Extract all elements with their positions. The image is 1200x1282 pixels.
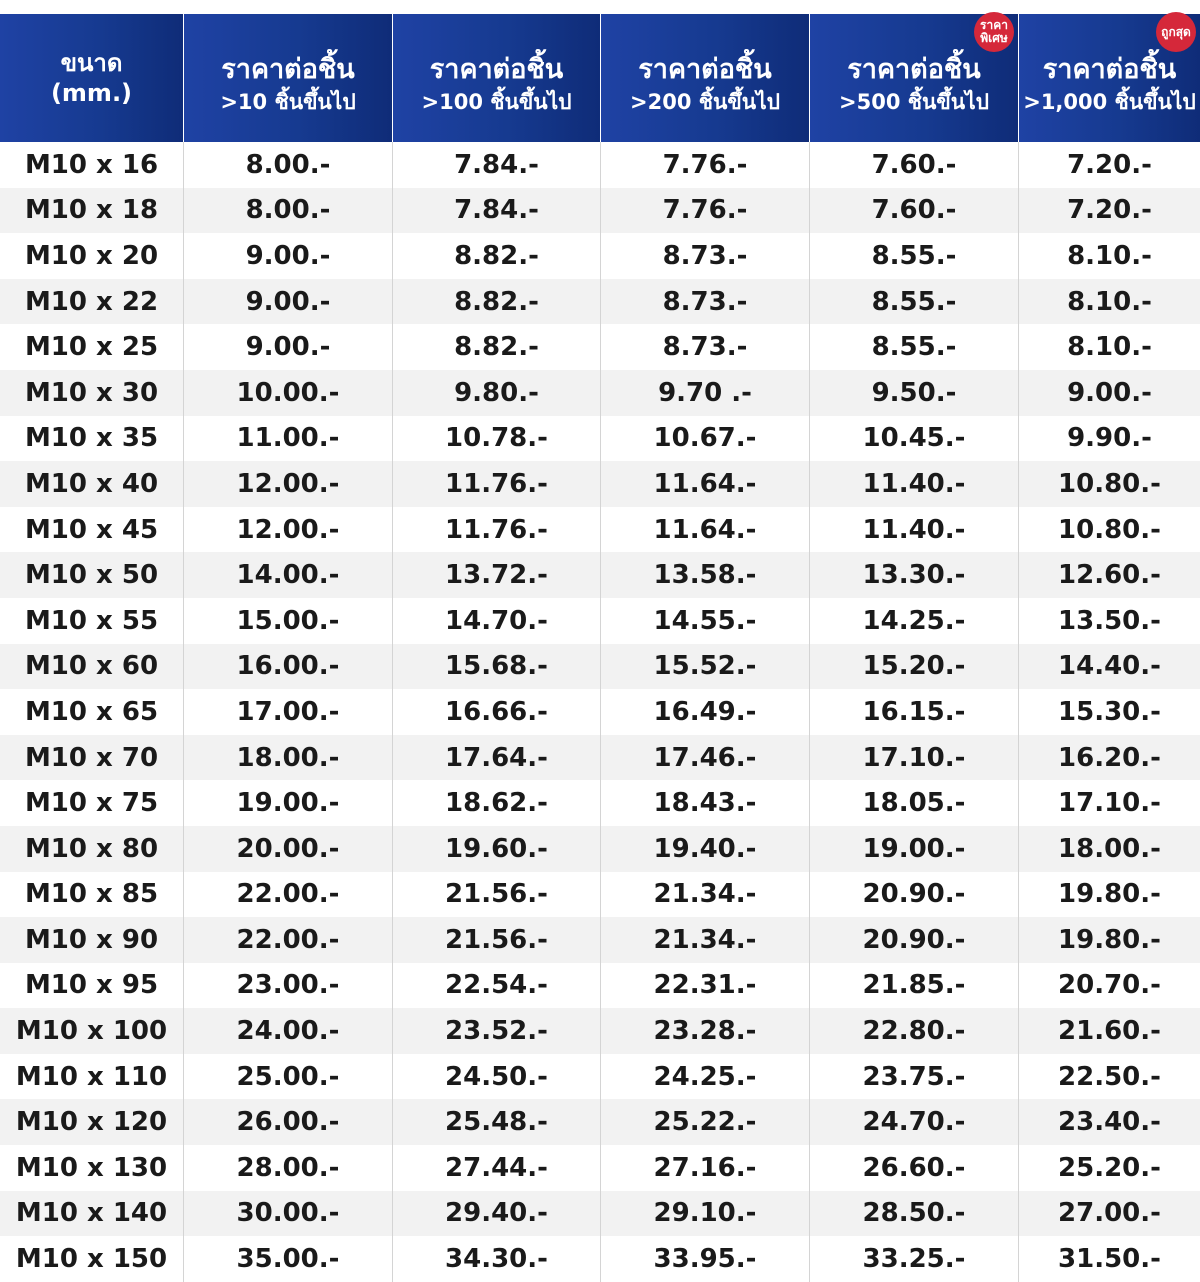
size-cell: M10 x 55 bbox=[0, 598, 184, 644]
price-10-cell: 28.00.- bbox=[184, 1145, 393, 1191]
price-200-cell: 24.25.- bbox=[601, 1054, 810, 1100]
price-200-cell: 25.22.- bbox=[601, 1099, 810, 1145]
table-row bbox=[0, 370, 1200, 416]
price-100-cell: 29.40.- bbox=[393, 1191, 601, 1237]
table-row bbox=[0, 1236, 1200, 1282]
table-row bbox=[0, 826, 1200, 872]
table-body bbox=[0, 142, 1200, 1282]
price-1000-cell: 31.50.- bbox=[1058, 1244, 1161, 1275]
header-title: ราคาต่อชิ้น bbox=[847, 54, 981, 85]
size-cell: M10 x 25 bbox=[0, 324, 184, 370]
price-200-cell: 18.43.- bbox=[601, 780, 810, 826]
price-10-cell: 15.00.- bbox=[184, 598, 393, 644]
table-row bbox=[0, 689, 1200, 735]
price-100-cell: 21.56.- bbox=[393, 872, 601, 918]
price-10-cell: 12.00.- bbox=[184, 507, 393, 553]
price-200-cell: 21.34.- bbox=[601, 872, 810, 918]
price-1000-cell: 12.60.- bbox=[1058, 560, 1161, 591]
price-1000-cell: 21.60.- bbox=[1058, 1016, 1161, 1047]
price-10-cell: 8.00.- bbox=[184, 142, 393, 188]
price-500-cell: 8.55.- bbox=[810, 233, 1019, 279]
size-cell: M10 x 80 bbox=[0, 826, 184, 872]
size-cell: M10 x 45 bbox=[0, 507, 184, 553]
price-1000-cell: 22.50.- bbox=[1058, 1061, 1161, 1092]
price-500-cell: 33.25.- bbox=[810, 1236, 1019, 1282]
price-500-cell: 26.60.- bbox=[810, 1145, 1019, 1191]
price-1000-cell: 27.00.- bbox=[1058, 1198, 1161, 1229]
price-200-cell: 7.76.- bbox=[601, 188, 810, 234]
price-500-cell: 21.85.- bbox=[810, 963, 1019, 1009]
price-200-cell: 21.34.- bbox=[601, 917, 810, 963]
badge-line: ราคา bbox=[980, 18, 1008, 32]
price-200-cell: 22.31.- bbox=[601, 963, 810, 1009]
price-1000-cell: 8.10.- bbox=[1067, 332, 1152, 363]
price-10-cell: 22.00.- bbox=[184, 917, 393, 963]
price-500-cell: 11.40.- bbox=[810, 507, 1019, 553]
price-10-cell: 11.00.- bbox=[184, 416, 393, 462]
price-10-cell: 35.00.- bbox=[184, 1236, 393, 1282]
price-500-cell: 18.05.- bbox=[810, 780, 1019, 826]
price-200-cell: 17.46.- bbox=[601, 735, 810, 781]
size-cell: M10 x 18 bbox=[0, 188, 184, 234]
price-10-cell: 25.00.- bbox=[184, 1054, 393, 1100]
price-1000-cell: 15.30.- bbox=[1058, 696, 1161, 727]
price-10-cell: 8.00.- bbox=[184, 188, 393, 234]
price-100-cell: 17.64.- bbox=[393, 735, 601, 781]
header-price-1000 bbox=[1019, 14, 1200, 142]
price-100-cell: 11.76.- bbox=[393, 461, 601, 507]
price-200-cell: 29.10.- bbox=[601, 1191, 810, 1237]
size-cell: M10 x 120 bbox=[0, 1099, 184, 1145]
price-200-cell: 10.67.- bbox=[601, 416, 810, 462]
price-100-cell: 24.50.- bbox=[393, 1054, 601, 1100]
price-100-cell: 19.60.- bbox=[393, 826, 601, 872]
size-cell: M10 x 30 bbox=[0, 370, 184, 416]
price-500-cell: 9.50.- bbox=[810, 370, 1019, 416]
table-row bbox=[0, 461, 1200, 507]
price-1000-cell: 9.00.- bbox=[1067, 377, 1152, 408]
size-cell: M10 x 65 bbox=[0, 689, 184, 735]
price-100-cell: 8.82.- bbox=[393, 324, 601, 370]
price-100-cell: 8.82.- bbox=[393, 279, 601, 325]
size-cell: M10 x 110 bbox=[0, 1054, 184, 1100]
price-500-cell: 14.25.- bbox=[810, 598, 1019, 644]
table-row bbox=[0, 324, 1200, 370]
price-100-cell: 22.54.- bbox=[393, 963, 601, 1009]
price-500-cell: 20.90.- bbox=[810, 917, 1019, 963]
price-200-cell: 8.73.- bbox=[601, 233, 810, 279]
size-cell: M10 x 16 bbox=[0, 142, 184, 188]
price-10-cell: 12.00.- bbox=[184, 461, 393, 507]
table-row bbox=[0, 552, 1200, 598]
price-500-cell: 7.60.- bbox=[810, 142, 1019, 188]
badge-line: พิเศษ bbox=[980, 31, 1008, 45]
price-10-cell: 9.00.- bbox=[184, 279, 393, 325]
price-500-cell: 19.00.- bbox=[810, 826, 1019, 872]
price-10-cell: 23.00.- bbox=[184, 963, 393, 1009]
price-500-cell: 11.40.- bbox=[810, 461, 1019, 507]
price-1000-cell: 7.20.- bbox=[1067, 149, 1152, 180]
price-500-cell: 23.75.- bbox=[810, 1054, 1019, 1100]
price-200-cell: 9.70 .- bbox=[601, 370, 810, 416]
price-100-cell: 15.68.- bbox=[393, 644, 601, 690]
table-row bbox=[0, 142, 1200, 188]
price-100-cell: 23.52.- bbox=[393, 1008, 601, 1054]
cheapest-badge bbox=[1156, 12, 1196, 52]
price-10-cell: 9.00.- bbox=[184, 233, 393, 279]
size-cell: M10 x 50 bbox=[0, 552, 184, 598]
price-100-cell: 10.78.- bbox=[393, 416, 601, 462]
price-500-cell: 13.30.- bbox=[810, 552, 1019, 598]
table-header bbox=[0, 14, 1200, 142]
price-10-cell: 24.00.- bbox=[184, 1008, 393, 1054]
table-row bbox=[0, 233, 1200, 279]
table-row bbox=[0, 279, 1200, 325]
table-row bbox=[0, 1191, 1200, 1237]
table-row bbox=[0, 507, 1200, 553]
size-cell: M10 x 130 bbox=[0, 1145, 184, 1191]
header-price-200 bbox=[601, 14, 810, 142]
price-200-cell: 11.64.- bbox=[601, 461, 810, 507]
header-price-500 bbox=[810, 14, 1019, 142]
header-sub: >500 ชิ้นขึ้นไป bbox=[839, 90, 989, 114]
price-1000-cell: 16.20.- bbox=[1058, 742, 1161, 773]
price-500-cell: 8.55.- bbox=[810, 279, 1019, 325]
price-200-cell: 27.16.- bbox=[601, 1145, 810, 1191]
price-200-cell: 16.49.- bbox=[601, 689, 810, 735]
size-cell: M10 x 150 bbox=[0, 1236, 184, 1282]
price-500-cell: 20.90.- bbox=[810, 872, 1019, 918]
table-row bbox=[0, 963, 1200, 1009]
size-cell: M10 x 70 bbox=[0, 735, 184, 781]
table-row bbox=[0, 644, 1200, 690]
price-1000-cell: 7.20.- bbox=[1067, 195, 1152, 226]
price-500-cell: 17.10.- bbox=[810, 735, 1019, 781]
price-10-cell: 20.00.- bbox=[184, 826, 393, 872]
table-row bbox=[0, 735, 1200, 781]
table-row bbox=[0, 1099, 1200, 1145]
price-500-cell: 16.15.- bbox=[810, 689, 1019, 735]
price-100-cell: 11.76.- bbox=[393, 507, 601, 553]
price-100-cell: 34.30.- bbox=[393, 1236, 601, 1282]
price-500-cell: 24.70.- bbox=[810, 1099, 1019, 1145]
price-100-cell: 7.84.- bbox=[393, 188, 601, 234]
price-500-cell: 10.45.- bbox=[810, 416, 1019, 462]
price-1000-cell: 17.10.- bbox=[1058, 788, 1161, 819]
price-10-cell: 30.00.- bbox=[184, 1191, 393, 1237]
price-100-cell: 21.56.- bbox=[393, 917, 601, 963]
price-1000-cell: 19.80.- bbox=[1058, 879, 1161, 910]
price-100-cell: 27.44.- bbox=[393, 1145, 601, 1191]
price-10-cell: 22.00.- bbox=[184, 872, 393, 918]
badge-line: ถูกสุด bbox=[1161, 24, 1191, 39]
table-row bbox=[0, 1054, 1200, 1100]
size-cell: M10 x 85 bbox=[0, 872, 184, 918]
header-title: ราคาต่อชิ้น bbox=[221, 54, 355, 85]
price-10-cell: 18.00.- bbox=[184, 735, 393, 781]
header-sub: >10 ชิ้นขึ้นไป bbox=[220, 90, 356, 114]
table-row bbox=[0, 1145, 1200, 1191]
header-sub: >1,000 ชิ้นขึ้นไป bbox=[1023, 90, 1196, 114]
price-500-cell: 28.50.- bbox=[810, 1191, 1019, 1237]
price-10-cell: 9.00.- bbox=[184, 324, 393, 370]
price-100-cell: 9.80.- bbox=[393, 370, 601, 416]
price-200-cell: 14.55.- bbox=[601, 598, 810, 644]
price-10-cell: 16.00.- bbox=[184, 644, 393, 690]
header-price-10 bbox=[184, 14, 393, 142]
price-10-cell: 14.00.- bbox=[184, 552, 393, 598]
price-200-cell: 23.28.- bbox=[601, 1008, 810, 1054]
table-row bbox=[0, 598, 1200, 644]
header-title: ราคาต่อชิ้น bbox=[638, 54, 772, 85]
header-price-100 bbox=[393, 14, 601, 142]
price-200-cell: 11.64.- bbox=[601, 507, 810, 553]
price-100-cell: 8.82.- bbox=[393, 233, 601, 279]
price-100-cell: 16.66.- bbox=[393, 689, 601, 735]
header-size-title: ขนาด bbox=[60, 49, 123, 77]
table-row bbox=[0, 917, 1200, 963]
header-sub: >200 ชิ้นขึ้นไป bbox=[630, 90, 780, 114]
price-500-cell: 7.60.- bbox=[810, 188, 1019, 234]
price-1000-cell: 9.90.- bbox=[1067, 423, 1152, 454]
price-1000-cell: 20.70.- bbox=[1058, 970, 1161, 1001]
size-cell: M10 x 35 bbox=[0, 416, 184, 462]
price-200-cell: 15.52.- bbox=[601, 644, 810, 690]
size-cell: M10 x 22 bbox=[0, 279, 184, 325]
price-500-cell: 22.80.- bbox=[810, 1008, 1019, 1054]
header-sub: >100 ชิ้นขึ้นไป bbox=[421, 90, 572, 114]
price-10-cell: 17.00.- bbox=[184, 689, 393, 735]
table-row bbox=[0, 780, 1200, 826]
price-1000-cell: 8.10.- bbox=[1067, 286, 1152, 317]
price-1000-cell: 19.80.- bbox=[1058, 924, 1161, 955]
size-cell: M10 x 20 bbox=[0, 233, 184, 279]
price-1000-cell: 13.50.- bbox=[1058, 605, 1161, 636]
header-size-unit: (mm.) bbox=[50, 79, 133, 107]
price-100-cell: 7.84.- bbox=[393, 142, 601, 188]
price-100-cell: 25.48.- bbox=[393, 1099, 601, 1145]
price-500-cell: 15.20.- bbox=[810, 644, 1019, 690]
size-cell: M10 x 40 bbox=[0, 461, 184, 507]
price-1000-cell: 18.00.- bbox=[1058, 833, 1161, 864]
size-cell: M10 x 100 bbox=[0, 1008, 184, 1054]
table-row bbox=[0, 872, 1200, 918]
price-200-cell: 19.40.- bbox=[601, 826, 810, 872]
price-10-cell: 10.00.- bbox=[184, 370, 393, 416]
price-100-cell: 14.70.- bbox=[393, 598, 601, 644]
price-1000-cell: 10.80.- bbox=[1058, 468, 1161, 499]
price-1000-cell: 10.80.- bbox=[1058, 514, 1161, 545]
price-500-cell: 8.55.- bbox=[810, 324, 1019, 370]
price-200-cell: 33.95.- bbox=[601, 1236, 810, 1282]
size-cell: M10 x 60 bbox=[0, 644, 184, 690]
table-row bbox=[0, 416, 1200, 462]
price-100-cell: 18.62.- bbox=[393, 780, 601, 826]
price-1000-cell: 23.40.- bbox=[1058, 1107, 1161, 1138]
price-1000-cell: 8.10.- bbox=[1067, 240, 1152, 271]
price-200-cell: 8.73.- bbox=[601, 279, 810, 325]
header-title: ราคาต่อชิ้น bbox=[1042, 54, 1177, 85]
price-10-cell: 19.00.- bbox=[184, 780, 393, 826]
header-title: ราคาต่อชิ้น bbox=[429, 54, 564, 85]
size-cell: M10 x 95 bbox=[0, 963, 184, 1009]
size-cell: M10 x 75 bbox=[0, 780, 184, 826]
price-200-cell: 8.73.- bbox=[601, 324, 810, 370]
size-cell: M10 x 140 bbox=[0, 1191, 184, 1237]
header-size bbox=[0, 14, 184, 142]
size-cell: M10 x 90 bbox=[0, 917, 184, 963]
price-100-cell: 13.72.- bbox=[393, 552, 601, 598]
price-200-cell: 13.58.- bbox=[601, 552, 810, 598]
price-10-cell: 26.00.- bbox=[184, 1099, 393, 1145]
price-1000-cell: 14.40.- bbox=[1058, 651, 1161, 682]
table-row bbox=[0, 1008, 1200, 1054]
price-200-cell: 7.76.- bbox=[601, 142, 810, 188]
price-1000-cell: 25.20.- bbox=[1058, 1152, 1161, 1183]
table-row bbox=[0, 188, 1200, 234]
special-price-badge bbox=[974, 12, 1014, 52]
